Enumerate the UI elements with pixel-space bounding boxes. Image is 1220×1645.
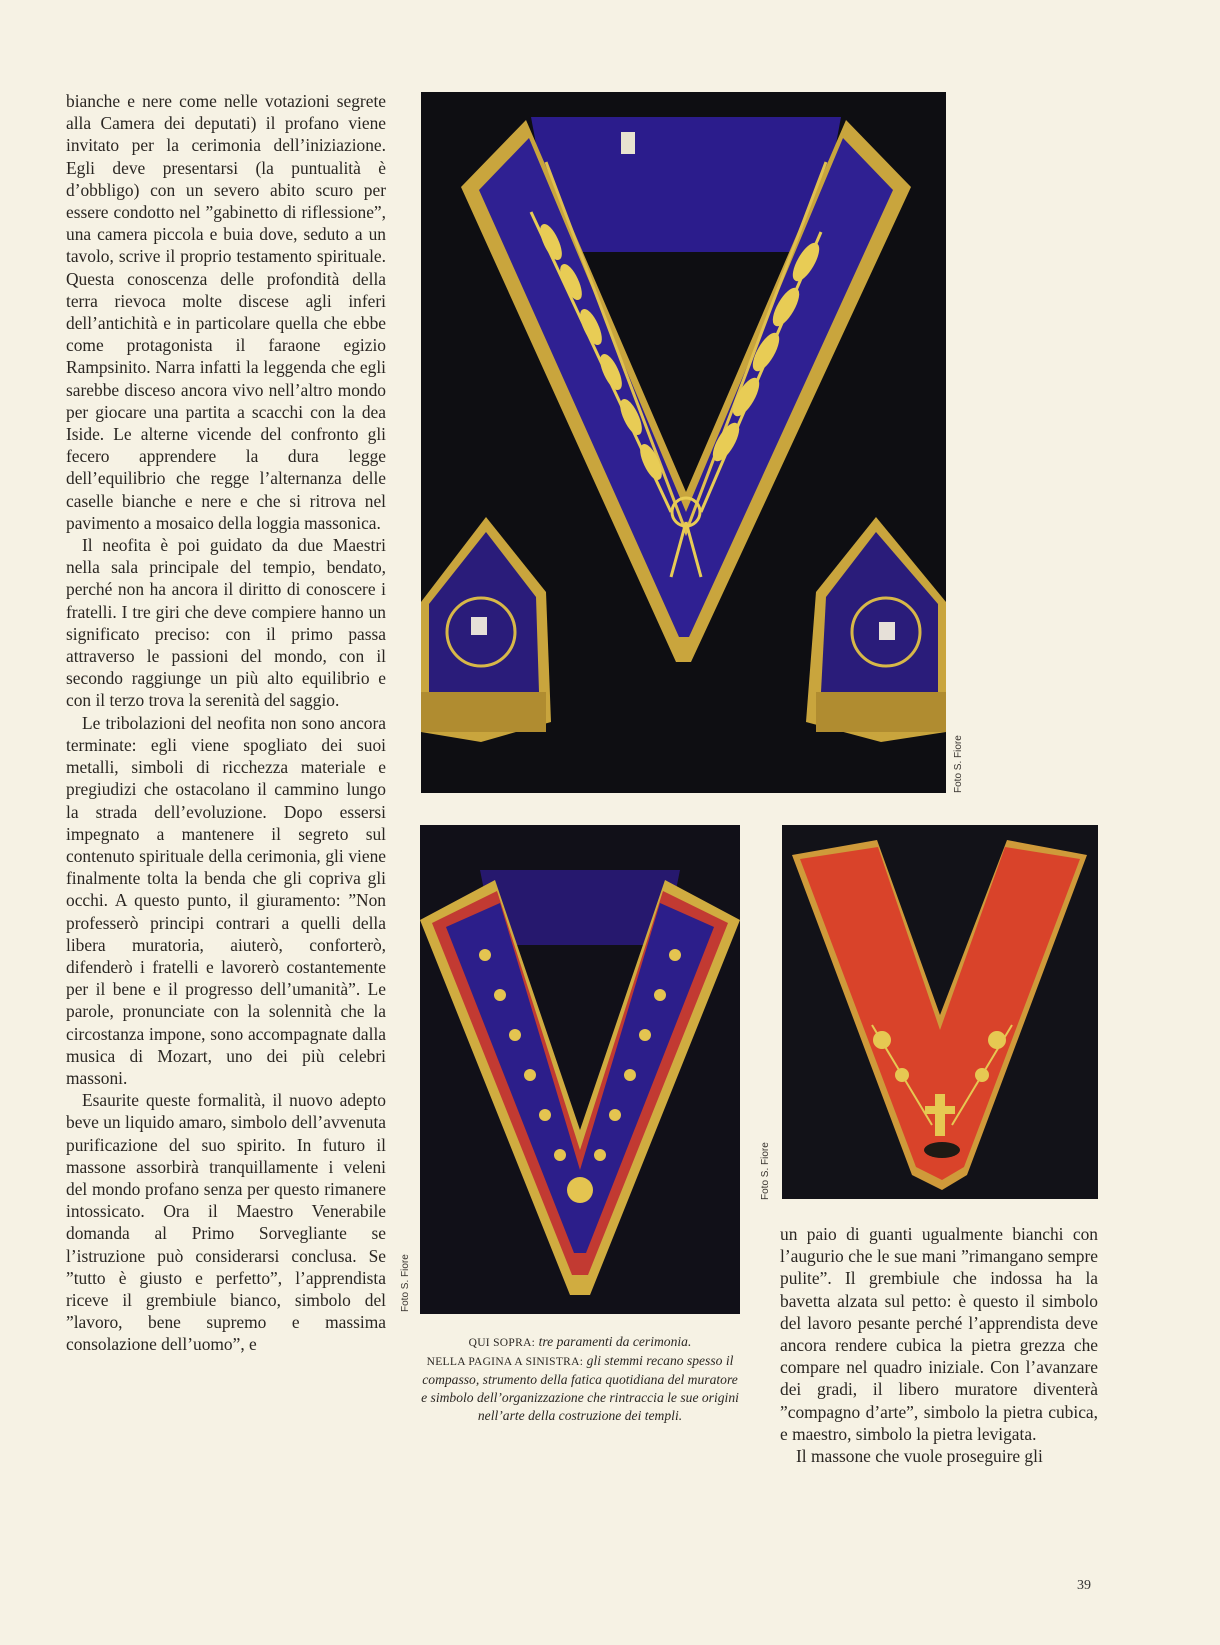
photo-credit: Foto S. Fiore bbox=[953, 735, 964, 793]
photo-red-collar bbox=[782, 825, 1098, 1199]
caption-text: tre paramenti da cerimonia. bbox=[538, 1334, 692, 1349]
paragraph: Il massone che vuole proseguire gli bbox=[796, 1446, 1043, 1467]
photo-blue-collar-with-cuffs bbox=[421, 92, 946, 793]
paragraph: Le tribolazioni del neofita non sono ancora terminate: egli viene spogliato dei suoi metalli, simboli di ricchezza materiale e pregiudizi che ostacolano il cammino lungo la strada dell’evoluzione. Dopo essersi impegnato a mantenere il segreto sul contenuto spirituale della cerimonia, gli viene finalmente tolta la benda che gli copriva gli occhi. A questo punto, il giuramento: ”Non professerò principi contrari a quelli della libera muratoria, aiuterò, conforterò, difenderò i fratelli e lavorerò costantemente per il bene e il progresso dell’umanità”. Le parole, pronunciate con la solennità che la circostanza impone, sono accompagnate dalla musica di Mozart, uno dei più celebri massoni. bbox=[66, 712, 386, 1088]
photo-credit: Foto S. Fiore bbox=[400, 1254, 411, 1312]
left-text-column bbox=[66, 90, 386, 1356]
photo-credit: Foto S. Fiore bbox=[760, 1142, 771, 1200]
photo-blue-red-collar bbox=[420, 825, 740, 1314]
caption-text: gli stemmi recano spesso il compasso, strumento della fatica quotidiana del muratore e simbolo dell’organizzazione che rintraccia le sue origini nell’arte della costruzione dei templi. bbox=[421, 1353, 739, 1423]
paragraph: un paio di guanti ugualmente bianchi con l’augurio che le sue mani ”rimangano sempre pulite”. Il grembiule che indossa ha la bavetta alzata sul petto: è questo il simbolo del lavoro pesante perché l’apprendista deve ancora rendere cubica la pietra grezza che compare nel quadro iniziale. Con l’avanzare dei gradi, il libero muratore diventerà ”compagno d’arte”, simbolo la pietra cubica, e maestro, simbolo la pietra levigata. bbox=[780, 1224, 1098, 1444]
paragraph: bianche e nere come nelle votazioni segrete alla Camera dei deputati) il profano viene invitato per la cerimonia dell’iniziazione. Egli deve presentarsi (la puntualità è d’obbligo) con un severo abito scuro per essere condotto nel ”gabinetto di riflessione”, una camera piccola e buia dove, seduto a un tavolo, scrive il proprio testamento spirituale. Questa conoscenza delle profondità della terra rievoca molte discese agli inferi dell’antichità e in particolare quella che ebbe come protagonista il faraone egizio Rampsinito. Narra infatti la leggenda che egli sarebbe disceso ancora vivo nell’altro mondo per giocare una partita a scacchi con la dea Iside. Le alterne vicende del confronto gli fecero apprendere la dura legge dell’equilibrio che regge l’alternanza delle caselle bianche e nere e che si ritrova nel pavimento a mosaico della loggia massonica. bbox=[66, 91, 386, 533]
paragraph: Il neofita è poi guidato da due Maestri nella sala principale del tempio, bendato, perché non ha ancora il diritto di conoscere i fratelli. I tre giri che deve compiere hanno un significato preciso: con il primo passa attraverso le passioni del mondo, con il secondo raggiunge un più alto equilibrio e con il terzo trova la serenità del saggio. bbox=[66, 535, 386, 711]
right-text-column bbox=[780, 1223, 1098, 1467]
page-number: 39 bbox=[1077, 1578, 1091, 1593]
paragraph: Esaurite queste formalità, il nuovo adepto beve un liquido amaro, simbolo dell’avvenuta purificazione del suo spirito. In futuro il massone assorbirà tranquillamente i veleni del mondo profano senza per questo rimanere intossicato. Ora il Maestro Venerabile domanda al Primo Sorvegliante se l’istruzione può considerarsi conclusa. Se ”tutto è giusto e perfetto”, l’apprendista riceve il grembiule bianco, simbolo del ”lavoro, bene supremo e massima consolazione dell’uomo”, e bbox=[66, 1090, 386, 1355]
photo-caption bbox=[420, 1333, 740, 1425]
caption-label: NELLA PAGINA A SINISTRA: bbox=[426, 1356, 584, 1368]
caption-label: QUI SOPRA: bbox=[468, 1337, 536, 1349]
